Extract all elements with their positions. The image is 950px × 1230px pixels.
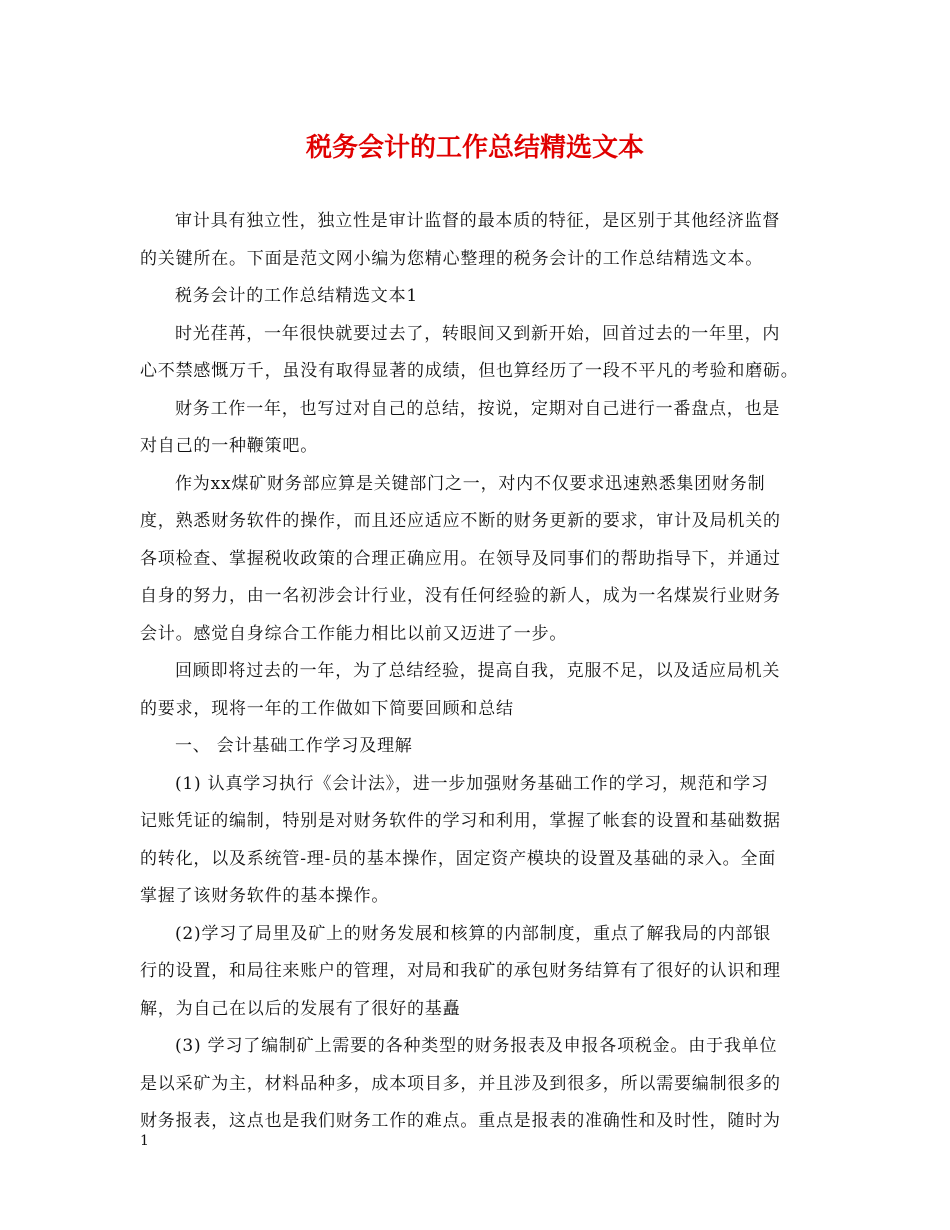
paragraph-line: 对自己的一种鞭策吧。 [140,436,318,456]
page-number: 1 [140,1133,149,1149]
paragraph-line: 税务会计的工作总结精选文本1 [175,286,419,306]
paragraph-line: 度，熟悉财务软件的操作，而且还应适应不断的财务更新的要求，审计及局机关的 [140,511,781,531]
paragraph-line: 一、 会计基础工作学习及理解 [175,736,413,756]
paragraph-line: 是以采矿为主，材料品种多，成本项目多，并且涉及到很多，所以需要编制很多的 [140,1073,781,1094]
paragraph [140,728,812,766]
paragraph-line: 记账凭证的编制，特别是对财务软件的学习和利用，掌握了帐套的设置和基础数据 [140,811,781,831]
paragraph-line: (1) 认真学习执行《会计法》，进一步加强财务基础工作的学习，规范和学习 [175,773,769,794]
paragraph [140,278,812,316]
paragraph-line: 回顾即将过去的一年，为了总结经验，提高自我，克服不足，以及适应局机关 [175,661,781,681]
paragraph-line: (3) 学习了编制矿上需要的各种类型的财务报表及申报各项税金。由于我单位 [175,1036,778,1056]
document-body [140,203,812,1141]
paragraph [140,391,812,466]
paragraph [140,466,812,654]
paragraph-line: 掌握了该财务软件的基本操作。 [140,886,390,906]
paragraph-line: 自身的努力，由一名初涉会计行业，没有任何经验的新人，成为一名煤炭行业财务 [140,586,781,606]
paragraph-line: 的要求，现将一年的工作做如下简要回顾和总结 [140,698,514,719]
paragraph-line: 财务工作一年，也写过对自己的总结，按说，定期对自己进行一番盘点，也是 [175,398,781,419]
paragraph [140,916,812,1029]
paragraph-line: 会计。感觉自身综合工作能力相比以前又迈进了一步。 [140,623,568,644]
paragraph-line: (2)学习了局里及矿上的财务发展和核算的内部制度，重点了解我局的内部银 [175,923,772,944]
paragraph [140,766,812,916]
paragraph-line: 的转化，以及系统管-理-员的基本操作，固定资产模块的设置及基础的录入。全面 [140,848,777,869]
paragraph-line: 财务报表，这点也是我们财务工作的难点。重点是报表的准确性和及时性，随时为 [140,1111,781,1131]
paragraph-line: 行的设置，和局往来账户的管理，对局和我矿的承包财务结算有了很好的认识和理 [140,961,781,981]
paragraph-line: 审计具有独立性，独立性是审计监督的最本质的特征，是区别于其他经济监督 [175,211,781,231]
paragraph-line: 解，为自己在以后的发展有了很好的基矗 [140,998,461,1019]
paragraph-line: 时光荏苒，一年很快就要过去了，转眼间又到新开始，回首过去的一年里，内 [175,323,781,344]
paragraph-line: 各项检查、掌握税收政策的合理正确应用。在领导及同事们的帮助指导下，并通过 [140,548,781,569]
paragraph-line: 心不禁感慨万千，虽没有取得显著的成绩，但也算经历了一段不平凡的考验和磨砺。 [140,361,799,381]
paragraph [140,316,812,391]
document-title: 税务会计的工作总结精选文本 [305,133,644,163]
paragraph-line: 作为xx煤矿财务部应算是关键部门之一，对内不仅要求迅速熟悉集团财务制 [175,473,766,494]
paragraph [140,653,812,728]
paragraph [140,203,812,278]
paragraph [140,1028,812,1141]
paragraph-line: 的关键所在。下面是范文网小编为您精心整理的税务会计的工作总结精选文本。 [140,248,763,269]
